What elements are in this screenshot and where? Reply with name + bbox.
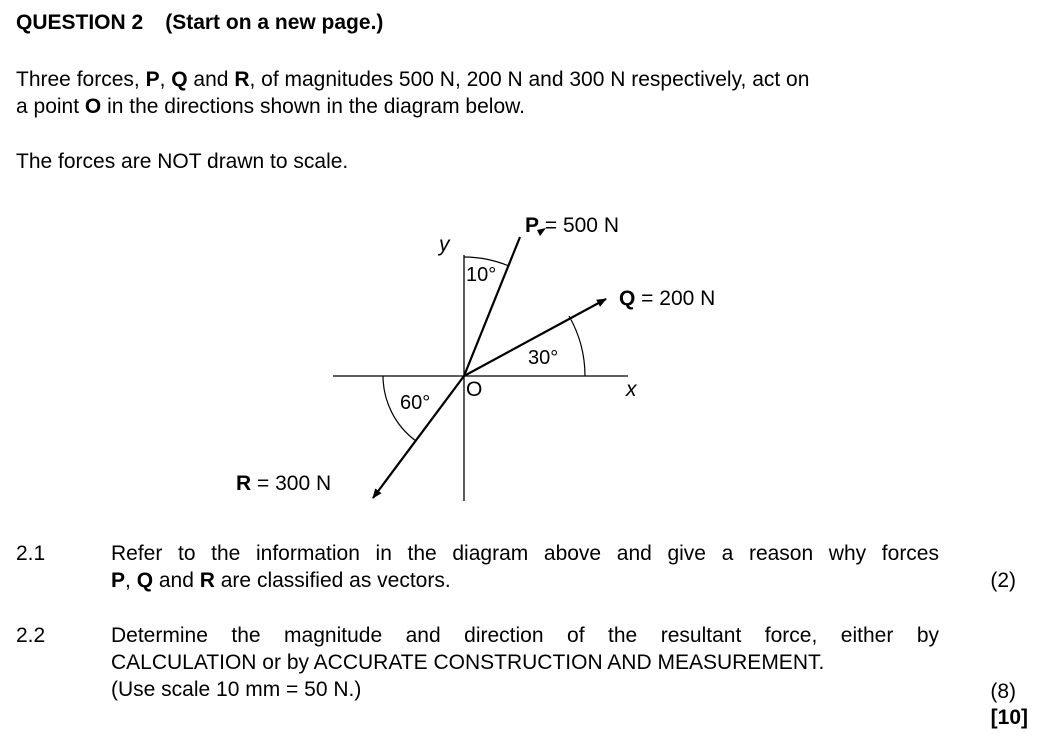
force-q-value: = 200 N [635, 287, 716, 310]
subquestion-line: CALCULATION or by ACCURATE CONSTRUCTION AND MEASUREMENT. [111, 651, 825, 674]
x-axis-label: x [626, 378, 637, 401]
force-r-name: R [236, 472, 252, 495]
subquestion-line: Refer to the information in the diagram above and give a reason why forces [111, 542, 939, 565]
marks-badge: (2) [990, 569, 1016, 592]
subquestion-line: Determine the magnitude and direction of the resultant force, either by [111, 624, 939, 647]
origin-label: O [466, 378, 483, 401]
subquestion-number: 2.2 [16, 624, 46, 647]
force-r-label [236, 472, 331, 495]
question-instruction: (Start on a new page.) [165, 11, 384, 34]
force-p-ref: P [145, 68, 160, 91]
force-p-ref: P [111, 569, 126, 592]
subquestion-line: (Use scale 10 mm = 50 N.) [111, 678, 362, 701]
intro-text: Three forces, [16, 68, 146, 91]
force-r-ref: R [234, 68, 250, 91]
force-r-value: = 300 N [251, 472, 332, 495]
subquestion-fragment: are classified as vectors. [214, 569, 451, 592]
total-marks: [10] [990, 706, 1028, 729]
force-p-name: P [525, 214, 540, 237]
subquestion-fragment: , [125, 569, 137, 592]
angle-arc-q [569, 316, 585, 376]
angle-r-label: 60° [400, 392, 431, 414]
marks-badge: (8) [990, 680, 1016, 703]
subquestion-line [111, 567, 939, 594]
scale-note: The forces are NOT drawn to scale. [16, 150, 349, 173]
intro-text: , [159, 68, 172, 91]
angle-p-label: 10° [466, 264, 497, 286]
force-p-label [525, 214, 619, 237]
subquestion-text [111, 622, 939, 703]
intro-text: and [187, 68, 235, 91]
force-q-label [619, 287, 715, 310]
point-o-ref: O [84, 95, 102, 118]
subquestion-number: 2.1 [16, 542, 46, 565]
y-axis-label: y [439, 233, 450, 256]
force-q-ref: Q [171, 68, 188, 91]
force-q-ref: Q [136, 569, 154, 592]
force-r-ref: R [199, 569, 215, 592]
question-number-title: QUESTION 2 [16, 11, 144, 34]
force-p-value: = 500 N [539, 214, 619, 237]
angle-q-label: 30° [528, 347, 559, 369]
subquestion-fragment: and [153, 569, 200, 592]
intro-text: , of magnitudes 500 N, 200 N and 300 N respectively, act on [249, 68, 810, 91]
intro-text: a point [16, 95, 85, 118]
intro-text: in the directions shown in the diagram below. [101, 95, 525, 118]
subquestion-text [111, 540, 939, 594]
force-q-name: Q [619, 287, 636, 310]
